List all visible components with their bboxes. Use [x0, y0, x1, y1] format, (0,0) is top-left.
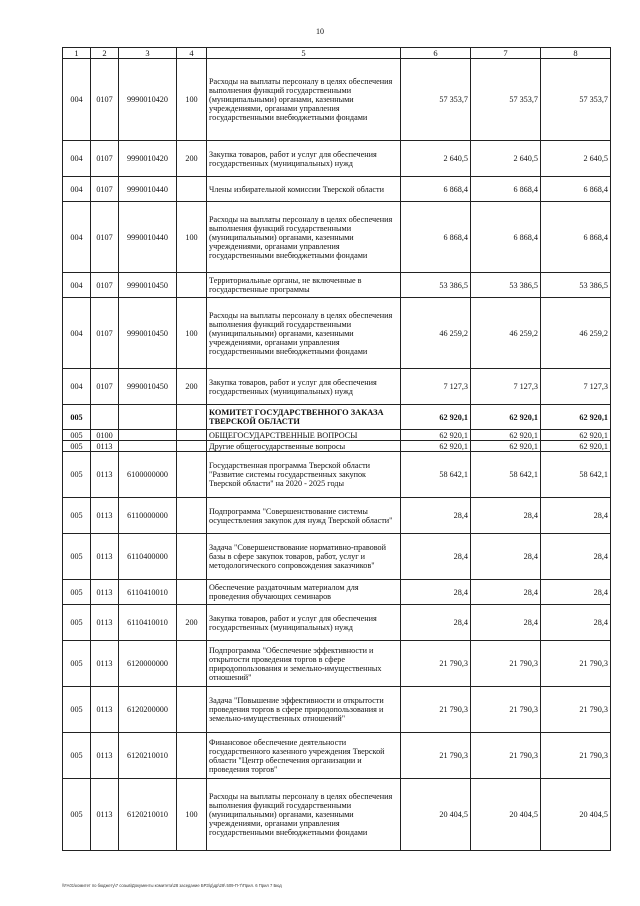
- cell-name: Подпрограмма "Обеспечение эффективности и открытости проведения торгов в сфере природопользования и земельно-имущественных отношений": [207, 641, 401, 687]
- cell-ved: 004: [63, 202, 91, 273]
- cell-razdel: 0113: [91, 605, 119, 641]
- budget-table: [62, 47, 611, 851]
- table-header-row: [63, 48, 611, 59]
- cell-razdel: 0100: [91, 430, 119, 441]
- cell-csr: 6120000000: [119, 641, 177, 687]
- cell-name: Закупка товаров, работ и услуг для обеспечения государственных (муниципальных) нужд: [207, 141, 401, 177]
- cell-razdel: 0113: [91, 733, 119, 779]
- cell-amount-2: 28,4: [471, 605, 541, 641]
- cell-amount-2: 28,4: [471, 534, 541, 580]
- cell-amount-2: 6 868,4: [471, 177, 541, 202]
- cell-amount-3: 53 386,5: [541, 273, 611, 298]
- cell-csr: 9990010420: [119, 59, 177, 141]
- cell-amount-2: 46 259,2: [471, 298, 541, 369]
- table-row: [63, 580, 611, 605]
- cell-name: Закупка товаров, работ и услуг для обеспечения государственных (муниципальных) нужд: [207, 605, 401, 641]
- table-row: [63, 141, 611, 177]
- cell-amount-1: 6 868,4: [401, 177, 471, 202]
- cell-vr: [177, 430, 207, 441]
- cell-amount-3: 20 404,5: [541, 779, 611, 851]
- cell-amount-2: 62 920,1: [471, 405, 541, 430]
- cell-vr: [177, 687, 207, 733]
- table-row: [63, 779, 611, 851]
- cell-amount-3: 46 259,2: [541, 298, 611, 369]
- cell-name: Расходы на выплаты персоналу в целях обеспечения выполнения функций государственными (муниципальными) органами, казенными учреждениями, органами управления государственными внебюджетными фондами: [207, 202, 401, 273]
- table-row: [63, 641, 611, 687]
- cell-name: Территориальные органы, не включенные в государственные программы: [207, 273, 401, 298]
- cell-csr: 9990010450: [119, 369, 177, 405]
- cell-amount-2: 21 790,3: [471, 687, 541, 733]
- cell-ved: 005: [63, 534, 91, 580]
- cell-amount-2: 21 790,3: [471, 733, 541, 779]
- cell-razdel: 0107: [91, 59, 119, 141]
- table-row: [63, 605, 611, 641]
- cell-amount-1: 21 790,3: [401, 687, 471, 733]
- table-row: [63, 177, 611, 202]
- cell-ved: 004: [63, 369, 91, 405]
- cell-csr: 6110410010: [119, 580, 177, 605]
- cell-vr: [177, 733, 207, 779]
- cell-razdel: 0113: [91, 498, 119, 534]
- cell-vr: 100: [177, 59, 207, 141]
- cell-razdel: 0107: [91, 369, 119, 405]
- cell-vr: 100: [177, 298, 207, 369]
- cell-amount-2: 2 640,5: [471, 141, 541, 177]
- cell-ved: 005: [63, 580, 91, 605]
- cell-vr: [177, 452, 207, 498]
- cell-amount-1: 28,4: [401, 498, 471, 534]
- cell-razdel: 0113: [91, 441, 119, 452]
- cell-amount-2: 57 353,7: [471, 59, 541, 141]
- cell-amount-1: 20 404,5: [401, 779, 471, 851]
- cell-ved: 004: [63, 298, 91, 369]
- cell-csr: [119, 430, 177, 441]
- cell-amount-1: 53 386,5: [401, 273, 471, 298]
- cell-csr: 9990010420: [119, 141, 177, 177]
- cell-ved: 005: [63, 641, 91, 687]
- cell-csr: 9990010440: [119, 177, 177, 202]
- cell-csr: 9990010440: [119, 202, 177, 273]
- table-row: [63, 202, 611, 273]
- cell-razdel: 0107: [91, 298, 119, 369]
- cell-ved: 004: [63, 177, 91, 202]
- cell-csr: 6110400000: [119, 534, 177, 580]
- cell-ved: 005: [63, 405, 91, 430]
- cell-amount-2: 7 127,3: [471, 369, 541, 405]
- header-col-4: 4: [177, 48, 207, 59]
- table-row: [63, 369, 611, 405]
- cell-razdel: 0113: [91, 580, 119, 605]
- cell-amount-2: 6 868,4: [471, 202, 541, 273]
- cell-ved: 004: [63, 273, 91, 298]
- cell-amount-1: 7 127,3: [401, 369, 471, 405]
- cell-name: Расходы на выплаты персоналу в целях обеспечения выполнения функций государственными (муниципальными) органами, казенными учреждениями, органами управления государственными внебюджетными фондами: [207, 298, 401, 369]
- cell-amount-1: 2 640,5: [401, 141, 471, 177]
- cell-csr: 6110410010: [119, 605, 177, 641]
- table-row: [63, 687, 611, 733]
- file-path-footer: \\FA01\комитет по бюджету\7 созыв\Документы комитета\28 заседание БРЗ\д\др\28\ 509-П-7\Прил. 6 Прил 7 Бюд: [62, 883, 282, 888]
- cell-vr: [177, 498, 207, 534]
- cell-vr: [177, 441, 207, 452]
- table-row: [63, 298, 611, 369]
- cell-amount-3: 62 920,1: [541, 405, 611, 430]
- cell-vr: [177, 273, 207, 298]
- cell-csr: 6120200000: [119, 687, 177, 733]
- cell-ved: 004: [63, 141, 91, 177]
- cell-name: Задача "Совершенствование нормативно-правовой базы в сфере закупок товаров, работ, услуг и методологического сопровождения заказчиков": [207, 534, 401, 580]
- table-row: [63, 59, 611, 141]
- cell-razdel: 0113: [91, 779, 119, 851]
- cell-amount-3: 28,4: [541, 605, 611, 641]
- cell-vr: [177, 534, 207, 580]
- cell-razdel: 0113: [91, 687, 119, 733]
- cell-vr: 100: [177, 779, 207, 851]
- cell-razdel: 0113: [91, 452, 119, 498]
- cell-razdel: 0107: [91, 177, 119, 202]
- cell-amount-1: 21 790,3: [401, 733, 471, 779]
- header-col-8: 8: [541, 48, 611, 59]
- cell-amount-2: 28,4: [471, 498, 541, 534]
- cell-ved: 004: [63, 59, 91, 141]
- table-row: [63, 273, 611, 298]
- cell-amount-3: 2 640,5: [541, 141, 611, 177]
- cell-amount-2: 53 386,5: [471, 273, 541, 298]
- cell-vr: [177, 580, 207, 605]
- page-number: 10: [316, 27, 324, 36]
- cell-name: Финансовое обеспечение деятельности государственного казенного учреждения Тверской области "Центр обеспечения организации и проведения торгов": [207, 733, 401, 779]
- cell-amount-3: 6 868,4: [541, 177, 611, 202]
- cell-name: Расходы на выплаты персоналу в целях обеспечения выполнения функций государственными (муниципальными) органами, казенными учреждениями, органами управления государственными внебюджетными фондами: [207, 59, 401, 141]
- cell-razdel: 0107: [91, 273, 119, 298]
- cell-amount-2: 28,4: [471, 580, 541, 605]
- cell-amount-3: 21 790,3: [541, 687, 611, 733]
- cell-razdel: 0113: [91, 534, 119, 580]
- cell-name: Государственная программа Тверской области "Развитие системы государственных закупок Тверской области" на 2020 - 2025 годы: [207, 452, 401, 498]
- cell-razdel: [91, 405, 119, 430]
- cell-csr: 9990010450: [119, 298, 177, 369]
- cell-razdel: 0107: [91, 141, 119, 177]
- cell-razdel: 0113: [91, 641, 119, 687]
- cell-name: Подпрограмма "Совершенствование системы осуществления закупок для нужд Тверской области": [207, 498, 401, 534]
- cell-csr: 9990010450: [119, 273, 177, 298]
- cell-name: КОМИТЕТ ГОСУДАРСТВЕННОГО ЗАКАЗА ТВЕРСКОЙ ОБЛАСТИ: [207, 405, 401, 430]
- header-col-3: 3: [119, 48, 177, 59]
- cell-csr: [119, 405, 177, 430]
- cell-vr: 200: [177, 605, 207, 641]
- cell-amount-3: 28,4: [541, 580, 611, 605]
- cell-name: ОБЩЕГОСУДАРСТВЕННЫЕ ВОПРОСЫ: [207, 430, 401, 441]
- cell-csr: [119, 441, 177, 452]
- cell-amount-1: 28,4: [401, 605, 471, 641]
- cell-csr: 6120210010: [119, 779, 177, 851]
- cell-ved: 005: [63, 498, 91, 534]
- cell-ved: 005: [63, 779, 91, 851]
- table-row: [63, 498, 611, 534]
- cell-amount-3: 28,4: [541, 498, 611, 534]
- cell-name: Обеспечение раздаточным материалом для проведения обучающих семинаров: [207, 580, 401, 605]
- cell-razdel: 0107: [91, 202, 119, 273]
- table-row: [63, 534, 611, 580]
- cell-name: Расходы на выплаты персоналу в целях обеспечения выполнения функций государственными (муниципальными) органами, казенными учреждениями, органами управления государственными внебюджетными фондами: [207, 779, 401, 851]
- cell-amount-2: 62 920,1: [471, 441, 541, 452]
- cell-amount-1: 62 920,1: [401, 405, 471, 430]
- table-row: [63, 430, 611, 441]
- cell-amount-3: 58 642,1: [541, 452, 611, 498]
- cell-csr: 6100000000: [119, 452, 177, 498]
- header-col-1: 1: [63, 48, 91, 59]
- cell-ved: 005: [63, 687, 91, 733]
- table-row: [63, 405, 611, 430]
- cell-amount-1: 62 920,1: [401, 441, 471, 452]
- cell-amount-1: 28,4: [401, 580, 471, 605]
- cell-vr: 200: [177, 369, 207, 405]
- cell-amount-3: 57 353,7: [541, 59, 611, 141]
- cell-amount-1: 58 642,1: [401, 452, 471, 498]
- header-col-2: 2: [91, 48, 119, 59]
- cell-amount-2: 21 790,3: [471, 641, 541, 687]
- cell-ved: 005: [63, 452, 91, 498]
- cell-amount-1: 21 790,3: [401, 641, 471, 687]
- cell-amount-3: 7 127,3: [541, 369, 611, 405]
- cell-amount-3: 6 868,4: [541, 202, 611, 273]
- cell-ved: 005: [63, 441, 91, 452]
- cell-amount-3: 21 790,3: [541, 641, 611, 687]
- table-row: [63, 441, 611, 452]
- cell-amount-1: 57 353,7: [401, 59, 471, 141]
- cell-amount-2: 58 642,1: [471, 452, 541, 498]
- cell-amount-3: 21 790,3: [541, 733, 611, 779]
- cell-ved: 005: [63, 430, 91, 441]
- cell-amount-1: 46 259,2: [401, 298, 471, 369]
- cell-name: Члены избирательной комиссии Тверской области: [207, 177, 401, 202]
- header-col-5: 5: [207, 48, 401, 59]
- cell-amount-1: 6 868,4: [401, 202, 471, 273]
- cell-amount-1: 62 920,1: [401, 430, 471, 441]
- cell-csr: 6110000000: [119, 498, 177, 534]
- cell-amount-1: 28,4: [401, 534, 471, 580]
- cell-vr: 200: [177, 141, 207, 177]
- cell-ved: 005: [63, 733, 91, 779]
- cell-ved: 005: [63, 605, 91, 641]
- cell-csr: 6120210010: [119, 733, 177, 779]
- header-col-7: 7: [471, 48, 541, 59]
- cell-amount-3: 28,4: [541, 534, 611, 580]
- table-row: [63, 733, 611, 779]
- header-col-6: 6: [401, 48, 471, 59]
- cell-amount-3: 62 920,1: [541, 430, 611, 441]
- cell-vr: [177, 177, 207, 202]
- cell-vr: 100: [177, 202, 207, 273]
- cell-amount-2: 20 404,5: [471, 779, 541, 851]
- table-row: [63, 452, 611, 498]
- cell-name: Другие общегосударственные вопросы: [207, 441, 401, 452]
- cell-name: Задача "Повышение эффективности и открытости проведения торгов в сфере природопользования и земельно-имущественных отношений": [207, 687, 401, 733]
- cell-amount-3: 62 920,1: [541, 441, 611, 452]
- table-body: [63, 59, 611, 851]
- cell-name: Закупка товаров, работ и услуг для обеспечения государственных (муниципальных) нужд: [207, 369, 401, 405]
- cell-amount-2: 62 920,1: [471, 430, 541, 441]
- cell-vr: [177, 405, 207, 430]
- cell-vr: [177, 641, 207, 687]
